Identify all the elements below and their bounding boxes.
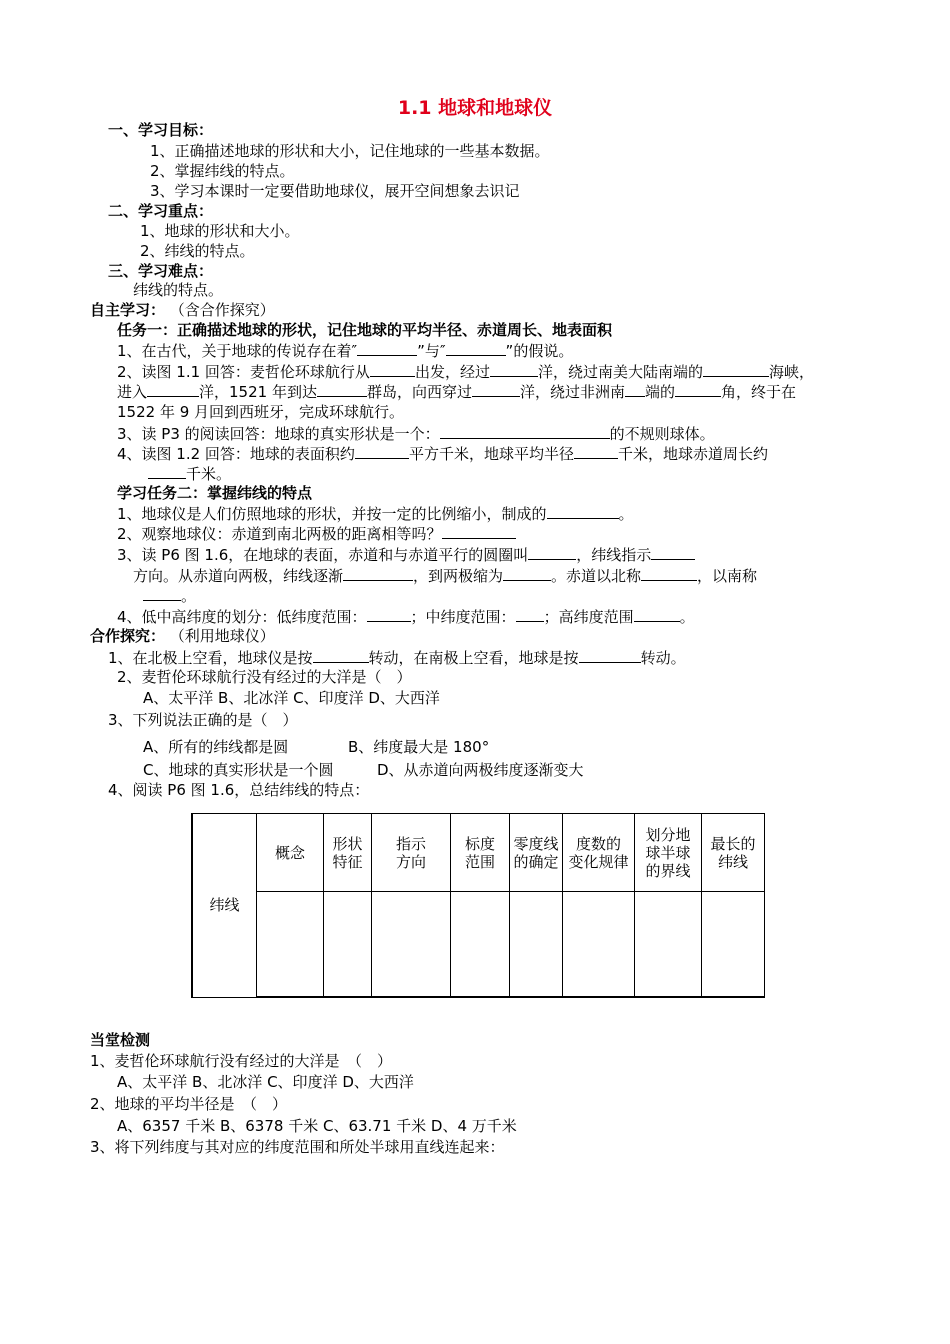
header-degree-change: 度数的 变化规律 [563,814,635,892]
coop-q3-option-d: D、从赤道向两极纬度逐渐变大 [377,761,584,779]
check-heading: 当堂检测 [90,1031,151,1049]
q2-text-c: 洋，绕过南美大陆南端的 [537,363,703,381]
page-title: 1.1 地球和地球仪 [397,97,553,119]
q2-blank-7[interactable] [625,381,645,397]
goals-heading: 一、学习目标： [108,121,214,139]
check-question-3: 3、将下列纬度与其对应的纬度范围和所处半球用直线连起来： [90,1138,505,1156]
question-4-line-2 [148,463,231,484]
p3-text-a: 3、读 P6 图 1.6，在地球的表面，赤道和与赤道平行的圆圈叫 [117,546,529,564]
question-4-line-1 [117,443,768,464]
coop-heading [90,626,275,646]
p1-blank-1[interactable] [547,503,619,519]
p1-text-a: 1、地球仪是人们仿照地球的形状，并按一定的比例缩小，制成的 [117,505,547,523]
self-study-label: 自主学习： [90,301,166,319]
p3-blank-4[interactable] [503,565,551,581]
q2-blank-8[interactable] [675,381,721,397]
q2-text-j: 角，终于在 [721,383,797,401]
task2-heading: 学习任务二：掌握纬线的特点 [117,484,313,502]
p2-blank-1[interactable] [442,523,516,539]
key-heading: 二、学习重点： [108,202,214,220]
key-item-2: 2、纬线的特点。 [140,242,255,260]
coop-question-1 [108,647,686,668]
question-1: 1、在古代，关于地球的传说存在着″ ”与″ ”的假说。 [117,342,574,360]
p2-text-a: 2、观察地球仪：赤道到南北两极的距离相等吗？ [117,525,442,543]
p4-text-c: ；高纬度范围 [543,608,634,626]
coop-question-2: 2、麦哲伦环球航行没有经过的大洋是（ ） [117,668,412,686]
q2-blank-5[interactable] [317,381,367,397]
header-hemisphere-boundary: 划分地 球半球 的界线 [635,814,702,892]
c1-text-c: 转动。 [640,649,686,667]
p3-text-d: ，到两极缩为 [413,567,504,585]
key-item-1: 1、地球的形状和大小。 [140,222,300,240]
p3-blank-3[interactable] [343,565,413,581]
q1-text-b: ”与 [417,342,440,360]
p4-text-b: ；中纬度范围： [410,608,516,626]
difficulty-heading: 三、学习难点： [108,262,214,280]
coop-question-4: 4、阅读 P6 图 1.6，总结纬线的特点： [108,781,370,799]
cell-direction[interactable] [372,892,451,998]
task1-heading: 任务一：正确描述地球的形状，记住地球的平均半径、赤道周长、地表面积 [117,321,613,339]
q4-blank-3[interactable] [148,463,186,479]
point-2 [117,523,516,544]
c1-text-b: 转动，在南极上空看，地球是按 [368,649,579,667]
cell-shape[interactable] [324,892,372,998]
cell-degree-change[interactable] [563,892,635,998]
q4-text-b: 平方千米，地球平均半径 [408,445,574,463]
header-concept: 概念 [257,814,324,892]
p3-text-c: 方向。从赤道向两极，纬线逐渐 [133,567,344,585]
check-question-2: 2、地球的平均半径是 （ ） [90,1095,288,1113]
coop-note: （利用地球仪） [169,627,275,645]
point-3-line-2 [133,565,757,586]
cell-zero-line[interactable] [510,892,563,998]
c1-blank-1[interactable] [313,647,369,663]
coop-question-2-options: A、太平洋 B、北冰洋 C、印度洋 D、大西洋 [143,689,440,707]
row-label-latitude: 纬线 [192,814,257,998]
coop-q3-option-c: C、地球的真实形状是一个圆 [143,761,334,779]
question-2-line-1 [117,361,814,382]
latitude-feature-table [191,813,765,998]
q2-text-b: 出发，经过 [414,363,490,381]
q2-blank-2[interactable] [490,361,538,377]
header-shape: 形状 特征 [324,814,372,892]
header-range: 标度 范围 [451,814,510,892]
c1-text-a: 1、在北极上空看，地球仪是按 [108,649,313,667]
check-question-1-options: A、太平洋 B、北冰洋 C、印度洋 D、大西洋 [117,1073,414,1091]
c1-blank-2[interactable] [579,647,641,663]
q3-blank-1[interactable] [440,423,610,439]
q1-blank-2[interactable] [446,340,506,356]
q1-blank-1[interactable] [357,340,417,356]
p4-text-d: 。 [679,608,695,626]
q2-text-d: 海峡， [768,363,814,381]
question-3 [117,423,715,444]
p3-blank-5[interactable] [641,565,697,581]
p3-text-b: ，纬线指示 [576,546,652,564]
q2-text-i: 端的 [645,383,676,401]
self-study-note: （含合作探究） [169,301,275,319]
q4-blank-2[interactable] [574,443,618,459]
p3-text-f: ，以南称 [697,567,758,585]
p3-blank-6[interactable] [143,585,181,601]
q1-text-c: ”的假说。 [505,342,574,360]
cell-concept[interactable] [257,892,324,998]
check-question-1: 1、麦哲伦环球航行没有经过的大洋是 （ ） [90,1052,393,1070]
point-1 [117,503,634,524]
check-question-2-options: A、6357 千米 B、6378 千米 C、63.71 千米 D、4 万千米 [117,1117,517,1135]
question-2-line-2 [117,381,796,402]
header-zero-line: 零度线 的确定 [510,814,563,892]
p3-blank-2[interactable] [651,544,695,560]
p4-blank-3[interactable] [634,606,680,622]
q2-blank-1[interactable] [370,361,415,377]
q4-text-a: 4、读图 1.2 回答：地球的表面积约 [117,445,355,463]
point-3-line-3 [143,585,196,606]
q3-text-a: 3、读 P3 的阅读回答：地球的真实形状是一个： [117,425,440,443]
q4-text-d: 千米。 [186,465,232,483]
header-longest: 最长的 纬线 [702,814,765,892]
goal-item-3: 3、学习本课时一定要借助地球仪，展开空间想象去识记 [150,182,520,200]
p4-blank-1[interactable] [367,606,411,622]
header-direction: 指示 方向 [372,814,451,892]
p3-text-g: 。 [181,587,197,605]
goal-item-1: 1、正确描述地球的形状和大小，记住地球的一些基本数据。 [150,142,550,160]
self-study-heading [90,300,275,320]
goal-item-2: 2、掌握纬线的特点。 [150,162,295,180]
p4-text-a: 4、低中高纬度的划分：低纬度范围： [117,608,367,626]
q2-blank-6[interactable] [472,381,520,397]
q2-blank-3[interactable] [703,361,769,377]
q3-text-b: 的不规则球体。 [609,425,715,443]
q4-text-c: 千米，地球赤道周长约 [617,445,768,463]
q2-text-f: 洋，1521 年到达 [199,383,317,401]
q2-text-a: 2、读图 1.1 回答：麦哲伦环球航行从 [117,363,370,381]
q2-blank-4[interactable] [147,381,199,397]
coop-q3-option-a: A、所有的纬线都是圆 [143,738,289,756]
p3-blank-1[interactable] [528,544,576,560]
coop-q3-option-b: B、纬度最大是 180° [348,738,490,756]
p1-text-b: 。 [618,505,634,523]
coop-question-3: 3、下列说法正确的是（ ） [108,711,298,729]
q2-text-e: 进入 [117,383,148,401]
question-2-line-3: 1522 年 9 月回到西班牙，完成环球航行。 [117,403,405,421]
point-3-line-1 [117,544,695,565]
q2-text-h: 洋，绕过非洲南 [519,383,625,401]
point-4 [117,606,695,627]
cell-hemisphere-boundary[interactable] [635,892,702,998]
difficulty-text: 纬线的特点。 [133,281,224,299]
cell-range[interactable] [451,892,510,998]
q1-text-a: 1、在古代，关于地球的传说存在着 [117,342,352,360]
coop-label: 合作探究： [90,627,166,645]
q2-text-g: 群岛，向西穿过 [366,383,472,401]
q4-blank-1[interactable] [355,443,409,459]
cell-longest[interactable] [702,892,765,998]
p3-text-e: 。赤道以北称 [551,567,642,585]
p4-blank-2[interactable] [516,606,544,622]
